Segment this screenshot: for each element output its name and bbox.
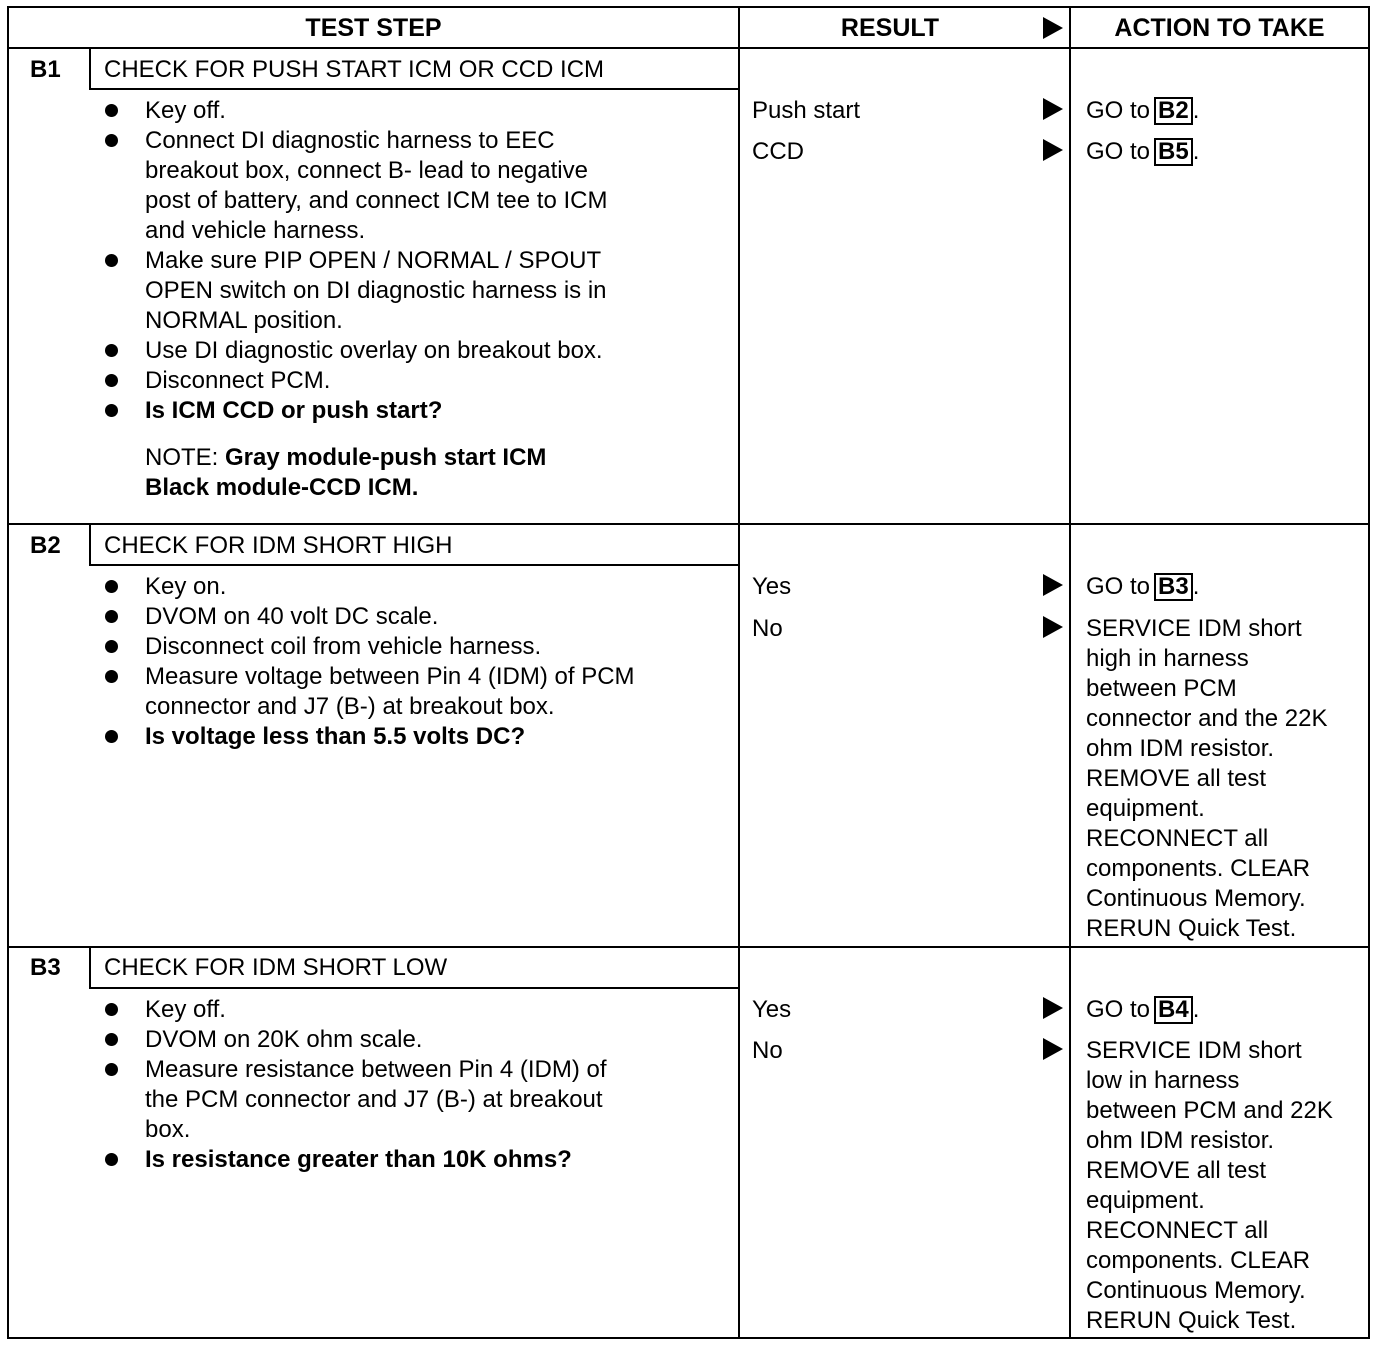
result-label: No <box>752 1037 783 1064</box>
action-column-divider <box>1069 6 1071 1339</box>
bullet-line: Use DI diagnostic overlay on breakout box. <box>145 337 603 364</box>
step-id: B2 <box>30 532 61 559</box>
header-arrow-icon <box>1043 17 1063 39</box>
bullet-line: connector and J7 (B-) at breakout box. <box>145 693 555 720</box>
b3-id-divider <box>89 947 91 989</box>
table-right-border <box>1368 6 1370 1339</box>
step-reference-link[interactable]: B2 <box>1154 97 1193 125</box>
result-arrow-icon <box>1043 616 1063 638</box>
bullet-question: Is resistance greater than 10K ohms? <box>145 1146 572 1173</box>
bullet-icon <box>105 610 118 623</box>
bullet-line: Disconnect PCM. <box>145 367 331 394</box>
header-result: RESULT <box>840 14 940 42</box>
bullet-line: Make sure PIP OPEN / NORMAL / SPOUT <box>145 247 602 274</box>
action-line: ohm IDM resistor. <box>1086 735 1275 762</box>
step-id: B1 <box>30 56 61 83</box>
b1-title-underline <box>89 88 740 90</box>
action-line: connector and the 22K <box>1086 705 1328 732</box>
bullet-line: and vehicle harness. <box>145 217 366 244</box>
bullet-icon <box>105 374 118 387</box>
bullet-icon <box>105 134 118 147</box>
action-line: between PCM and 22K <box>1086 1097 1333 1124</box>
note-label: NOTE: <box>145 444 219 471</box>
result-arrow-icon <box>1043 139 1063 161</box>
header-test-step: TEST STEP <box>305 14 442 42</box>
bullet-line: Measure voltage between Pin 4 (IDM) of PCM <box>145 663 635 690</box>
bullet-line: OPEN switch on DI diagnostic harness is in <box>145 277 607 304</box>
bullet-icon <box>105 1003 118 1016</box>
bullet-question: Is ICM CCD or push start? <box>145 397 443 424</box>
bullet-icon <box>105 344 118 357</box>
action-line: SERVICE IDM short <box>1086 1037 1302 1064</box>
bullet-line: Key off. <box>145 97 226 124</box>
result-label: CCD <box>752 138 804 165</box>
bullet-icon <box>105 254 118 267</box>
action-line: RERUN Quick Test. <box>1086 915 1297 942</box>
b1-row-divider <box>7 523 1370 525</box>
header-action: ACTION TO TAKE <box>1114 14 1325 42</box>
result-arrow-icon <box>1043 1038 1063 1060</box>
goto-prefix: GO to <box>1086 138 1151 165</box>
action-line: RERUN Quick Test. <box>1086 1307 1297 1334</box>
bullet-line: DVOM on 40 volt DC scale. <box>145 603 439 630</box>
b2-row-divider <box>7 946 1370 948</box>
bullet-line: Connect DI diagnostic harness to EEC <box>145 127 555 154</box>
b2-id-divider <box>89 524 91 566</box>
bullet-icon <box>105 104 118 117</box>
step-reference-link[interactable]: B4 <box>1154 996 1193 1024</box>
note-text: Gray module-push start ICM <box>225 444 547 471</box>
bullet-icon <box>105 1063 118 1076</box>
bullet-line: Disconnect coil from vehicle harness. <box>145 633 542 660</box>
b3-title-underline <box>89 987 740 989</box>
result-arrow-icon <box>1043 997 1063 1019</box>
action-line: equipment. <box>1086 1187 1205 1214</box>
step-title: CHECK FOR IDM SHORT LOW <box>104 954 448 981</box>
action-line: Continuous Memory. <box>1086 885 1306 912</box>
bullet-line: post of battery, and connect ICM tee to ICM <box>145 187 608 214</box>
bullet-icon <box>105 404 118 417</box>
result-label: Yes <box>752 996 792 1023</box>
goto-suffix: . <box>1192 996 1200 1023</box>
action-line: RECONNECT all <box>1086 825 1269 852</box>
action-line: high in harness <box>1086 645 1249 672</box>
action-line: REMOVE all test <box>1086 1157 1267 1184</box>
bullet-question: Is voltage less than 5.5 volts DC? <box>145 723 526 750</box>
goto-suffix: . <box>1192 573 1200 600</box>
action-line: components. CLEAR <box>1086 1247 1311 1274</box>
action-line: Continuous Memory. <box>1086 1277 1306 1304</box>
goto-prefix: GO to <box>1086 573 1151 600</box>
goto-action <box>1086 137 1199 167</box>
goto-suffix: . <box>1192 97 1200 124</box>
result-arrow-icon <box>1043 574 1063 596</box>
action-line: equipment. <box>1086 795 1205 822</box>
action-line: components. CLEAR <box>1086 855 1311 882</box>
goto-prefix: GO to <box>1086 97 1151 124</box>
result-arrow-icon <box>1043 98 1063 120</box>
goto-suffix: . <box>1192 138 1200 165</box>
bullet-line: breakout box, connect B- lead to negative <box>145 157 588 184</box>
bullet-line: box. <box>145 1116 191 1143</box>
result-label: No <box>752 615 783 642</box>
bullet-line: DVOM on 20K ohm scale. <box>145 1026 423 1053</box>
b2-title-underline <box>89 564 740 566</box>
bullet-icon <box>105 670 118 683</box>
goto-prefix: GO to <box>1086 996 1151 1023</box>
action-line: ohm IDM resistor. <box>1086 1127 1275 1154</box>
bullet-line: the PCM connector and J7 (B-) at breakout <box>145 1086 603 1113</box>
bullet-icon <box>105 640 118 653</box>
bullet-line: Measure resistance between Pin 4 (IDM) of <box>145 1056 607 1083</box>
bullet-icon <box>105 1153 118 1166</box>
table-top-border <box>7 6 1370 8</box>
action-line: between PCM <box>1086 675 1237 702</box>
bullet-icon <box>105 580 118 593</box>
step-title: CHECK FOR PUSH START ICM OR CCD ICM <box>104 56 605 83</box>
action-line: REMOVE all test <box>1086 765 1267 792</box>
goto-action <box>1086 96 1199 126</box>
note-line <box>145 443 546 473</box>
action-line: RECONNECT all <box>1086 1217 1269 1244</box>
bullet-icon <box>105 730 118 743</box>
header-divider <box>7 47 1370 49</box>
goto-action <box>1086 995 1199 1025</box>
result-column-divider <box>738 6 740 1339</box>
step-reference-link[interactable]: B5 <box>1154 138 1193 166</box>
note-text: Black module-CCD ICM. <box>145 474 419 501</box>
step-reference-link[interactable]: B3 <box>1154 573 1193 601</box>
table-left-border <box>7 6 9 1339</box>
bullet-line: Key off. <box>145 996 226 1023</box>
result-label: Yes <box>752 573 792 600</box>
action-line: SERVICE IDM short <box>1086 615 1302 642</box>
action-line: low in harness <box>1086 1067 1240 1094</box>
b1-id-divider <box>89 48 91 90</box>
step-id: B3 <box>30 954 61 981</box>
goto-action <box>1086 572 1199 602</box>
bullet-icon <box>105 1033 118 1046</box>
step-title: CHECK FOR IDM SHORT HIGH <box>104 532 453 559</box>
table-bottom-border <box>7 1337 1370 1339</box>
bullet-line: Key on. <box>145 573 227 600</box>
bullet-line: NORMAL position. <box>145 307 343 334</box>
result-label: Push start <box>752 97 861 124</box>
